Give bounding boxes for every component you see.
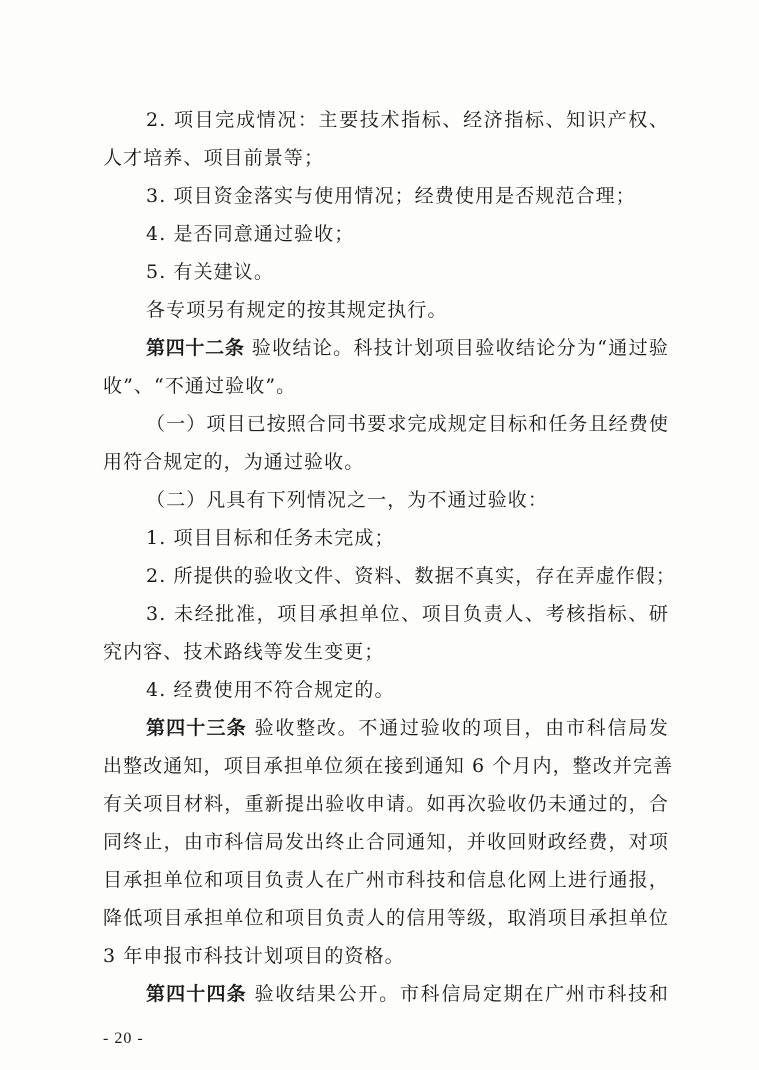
text-line: 5. 有关建议。: [146, 261, 274, 283]
article-42-heading: 第四十二条: [146, 337, 245, 359]
article-44-heading: 第四十四条: [146, 983, 247, 1005]
text-line: （一）项目已按照合同书要求完成规定目标和任务且经费使: [146, 413, 669, 435]
article-44-line: [146, 982, 669, 1006]
text-line: 同终止，由市科信局发出终止合同通知，并收回财政经费，对项: [103, 831, 669, 853]
text-line: 各专项另有规定的按其规定执行。: [146, 299, 448, 321]
text-line: 收”、“不通过验收”。: [103, 375, 297, 397]
article-42-line: [146, 336, 669, 360]
text-span: 验收整改。不通过验收的项目，由市科信局发: [254, 717, 669, 739]
text-line: 2. 项目完成情况：主要技术指标、经济指标、知识产权、: [146, 109, 669, 131]
text-line: 3. 项目资金落实与使用情况；经费使用是否规范合理；: [146, 185, 636, 207]
text-line: 用符合规定的，为通过验收。: [103, 451, 365, 473]
text-line: 2. 所提供的验收文件、资料、数据不真实，存在弄虚作假；: [146, 565, 676, 587]
text-line: 出整改通知，项目承担单位须在接到通知 6 个月内，整改并完善: [103, 755, 674, 777]
article-43-line: [146, 716, 669, 740]
text-line: 目承担单位和项目负责人在广州市科技和信息化网上进行通报，: [103, 869, 669, 891]
text-line: 3. 未经批准，项目承担单位、项目负责人、考核指标、研: [146, 603, 669, 625]
text-line: 有关项目材料，重新提出验收申请。如再次验收仍未通过的，合: [103, 793, 669, 815]
text-line: 3 年申报市科技计划项目的资格。: [103, 945, 405, 967]
text-span: 验收结论。科技计划项目验收结论分为“通过验: [251, 337, 669, 359]
text-line: 降低项目承担单位和项目负责人的信用等级，取消项目承担单位: [103, 907, 669, 929]
text-line: 4. 是否同意通过验收；: [146, 223, 355, 245]
text-line: 4. 经费使用不符合规定的。: [146, 679, 395, 701]
text-span: 验收结果公开。市科信局定期在广州市科技和: [254, 983, 669, 1005]
page-number: - 20 -: [103, 1030, 144, 1047]
text-line: 人才培养、项目前景等；: [103, 147, 325, 169]
article-43-heading: 第四十三条: [146, 717, 247, 739]
text-line: 1. 项目目标和任务未完成；: [146, 527, 395, 549]
text-line: （二）凡具有下列情况之一，为不通过验收：: [146, 489, 549, 511]
text-line: 究内容、技术路线等发生变更；: [103, 641, 385, 663]
